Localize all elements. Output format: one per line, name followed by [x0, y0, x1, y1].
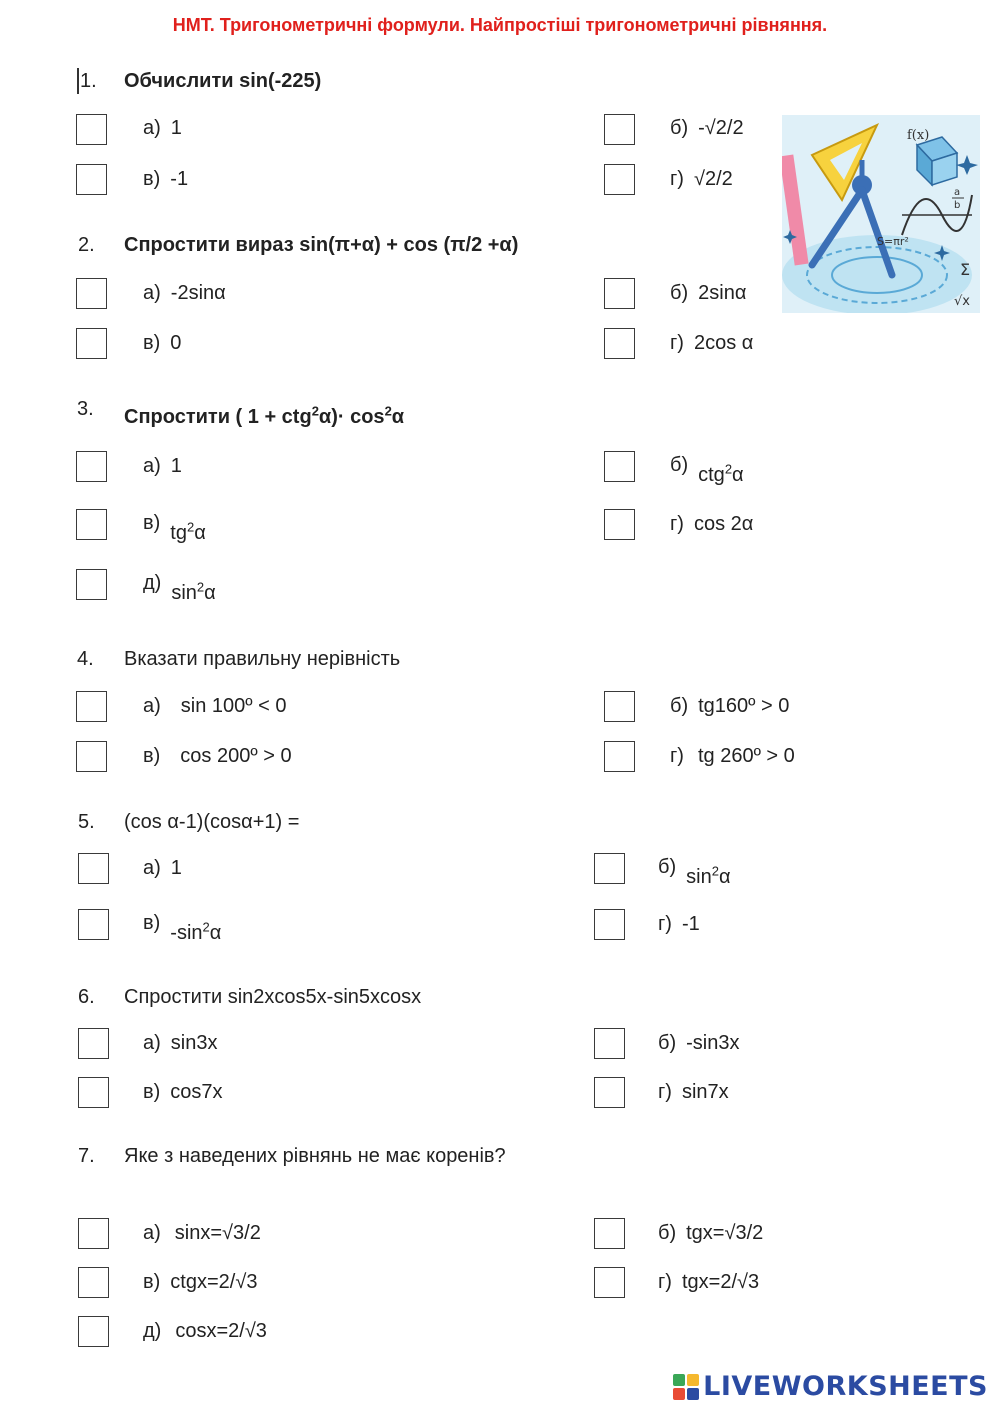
question-7-option-d-checkbox[interactable]	[78, 1316, 109, 1347]
question-5-option-a: а) 1	[143, 857, 182, 879]
question-1-option-a: а) 1	[143, 117, 182, 139]
liveworksheets-logo-text: LIVEWORKSHEETS	[703, 1371, 988, 1402]
question-7-option-b-checkbox[interactable]	[594, 1218, 625, 1249]
illustration-fraction-den: b	[954, 200, 961, 211]
question-6-option-v: в) cos7x	[143, 1081, 223, 1103]
question-4-option-a: а) sin 100º < 0	[143, 695, 287, 717]
question-5-option-v-checkbox[interactable]	[78, 909, 109, 940]
question-3-text: Спростити ( $1 + ctg^2\alpha)\cdot \cos^2\alpha$	[124, 403, 405, 428]
question-3-option-g: г) cos 2α	[670, 513, 754, 535]
question-2-number: 2.	[78, 234, 95, 256]
question-4-option-a-checkbox[interactable]	[76, 691, 107, 722]
question-2-option-g: г) 2cos α	[670, 332, 754, 354]
question-7-option-g-checkbox[interactable]	[594, 1267, 625, 1298]
page-title: НМТ. Тригонометричні формули. Найпростіші тригонометричні рівняння.	[172, 15, 828, 35]
question-2-option-g-checkbox[interactable]	[604, 328, 635, 359]
question-4-number: 4.	[77, 648, 94, 670]
question-3-option-d: д) $\sin^2\alpha$	[143, 572, 216, 604]
question-2-text: Спростити вираз sin(π+α) + cos (π/2 +α)	[124, 234, 519, 256]
question-3-option-b-checkbox[interactable]	[604, 451, 635, 482]
question-2-option-a: а) -2sinα	[143, 282, 226, 304]
question-7-option-v: в) ctgx=2/√3	[143, 1271, 258, 1293]
question-5-option-a-checkbox[interactable]	[78, 853, 109, 884]
question-7-option-d: д) cosx=2/√3	[143, 1320, 267, 1342]
question-6-option-b-checkbox[interactable]	[594, 1028, 625, 1059]
question-2-option-v-checkbox[interactable]	[76, 328, 107, 359]
question-5-option-g: г) -1	[658, 913, 700, 935]
question-3-option-a: а) 1	[143, 455, 182, 477]
question-5-option-g-checkbox[interactable]	[594, 909, 625, 940]
question-4-option-g: г) tg 260º > 0	[670, 745, 795, 767]
illustration-area-formula: S=πr²	[877, 235, 909, 248]
question-1-option-g-checkbox[interactable]	[604, 164, 635, 195]
question-3-option-a-checkbox[interactable]	[76, 451, 107, 482]
question-7-option-a-checkbox[interactable]	[78, 1218, 109, 1249]
question-4-option-b: б) tg160º > 0	[670, 695, 790, 717]
question-1-option-v: в) -1	[143, 168, 189, 190]
question-4-option-b-checkbox[interactable]	[604, 691, 635, 722]
question-3-option-b: б) ctg$^2$α	[670, 454, 744, 486]
question-6-option-a: а) sin3x	[143, 1032, 218, 1054]
question-1-option-v-checkbox[interactable]	[76, 164, 107, 195]
question-6-option-b: б) -sin3x	[658, 1032, 740, 1054]
question-6-number: 6.	[78, 986, 95, 1008]
question-7-option-a: а) sinx=√3/2	[143, 1222, 261, 1244]
question-5-option-v: в) $-\sin^2\alpha$	[143, 912, 222, 944]
question-4-option-g-checkbox[interactable]	[604, 741, 635, 772]
question-1-option-a-checkbox[interactable]	[76, 114, 107, 145]
text-cursor	[77, 68, 79, 94]
illustration-root: √x	[954, 294, 970, 309]
question-7-text: Яке з наведених рівнянь не має коренів?	[124, 1145, 506, 1167]
question-3-option-g-checkbox[interactable]	[604, 509, 635, 540]
math-tools-icon	[782, 115, 980, 313]
question-6-text: Спростити sin2xcos5x-sin5xcosx	[124, 986, 422, 1008]
question-4-text: Вказати правильну нерівність	[124, 648, 401, 670]
question-7-option-v-checkbox[interactable]	[78, 1267, 109, 1298]
question-5-text: (cos α-1)(cosα+1) =	[124, 811, 300, 833]
question-4-option-v: в) cos 200º > 0	[143, 745, 292, 767]
question-1-option-b-checkbox[interactable]	[604, 114, 635, 145]
question-7-number: 7.	[78, 1145, 95, 1167]
question-2-option-a-checkbox[interactable]	[76, 278, 107, 309]
question-2-option-b: б) 2sinα	[670, 282, 747, 304]
question-6-option-g-checkbox[interactable]	[594, 1077, 625, 1108]
question-7-option-g: г) tgx=2/√3	[658, 1271, 760, 1293]
question-4-option-v-checkbox[interactable]	[76, 741, 107, 772]
question-6-option-v-checkbox[interactable]	[78, 1077, 109, 1108]
liveworksheets-logo-icon	[673, 1374, 699, 1400]
math-tools-illustration	[782, 115, 980, 313]
question-2-option-v: в) 0	[143, 332, 182, 354]
question-3-option-d-checkbox[interactable]	[76, 569, 107, 600]
illustration-fraction-num: a	[954, 187, 961, 198]
question-5-option-b-checkbox[interactable]	[594, 853, 625, 884]
illustration-fx-label: f(x)	[907, 128, 930, 143]
question-3-option-v: в) $tg^2\alpha$	[143, 512, 206, 544]
question-1-option-b: б) -√2/2	[670, 117, 744, 139]
question-1-option-g: г) √2/2	[670, 168, 733, 190]
question-2-option-b-checkbox[interactable]	[604, 278, 635, 309]
question-3-number: 3.	[77, 398, 94, 420]
question-1-text: Обчислити sin(-225)	[124, 70, 322, 92]
question-6-option-g: г) sin7x	[658, 1081, 729, 1103]
liveworksheets-logo	[673, 1371, 988, 1402]
question-6-option-a-checkbox[interactable]	[78, 1028, 109, 1059]
question-5-number: 5.	[78, 811, 95, 833]
question-3-option-v-checkbox[interactable]	[76, 509, 107, 540]
question-7-option-b: б) tgx=√3/2	[658, 1222, 764, 1244]
question-1-number: 1.	[80, 70, 97, 92]
question-5-option-b: б) $\sin^2\alpha$	[658, 856, 731, 888]
illustration-sigma: Σ	[960, 260, 971, 279]
